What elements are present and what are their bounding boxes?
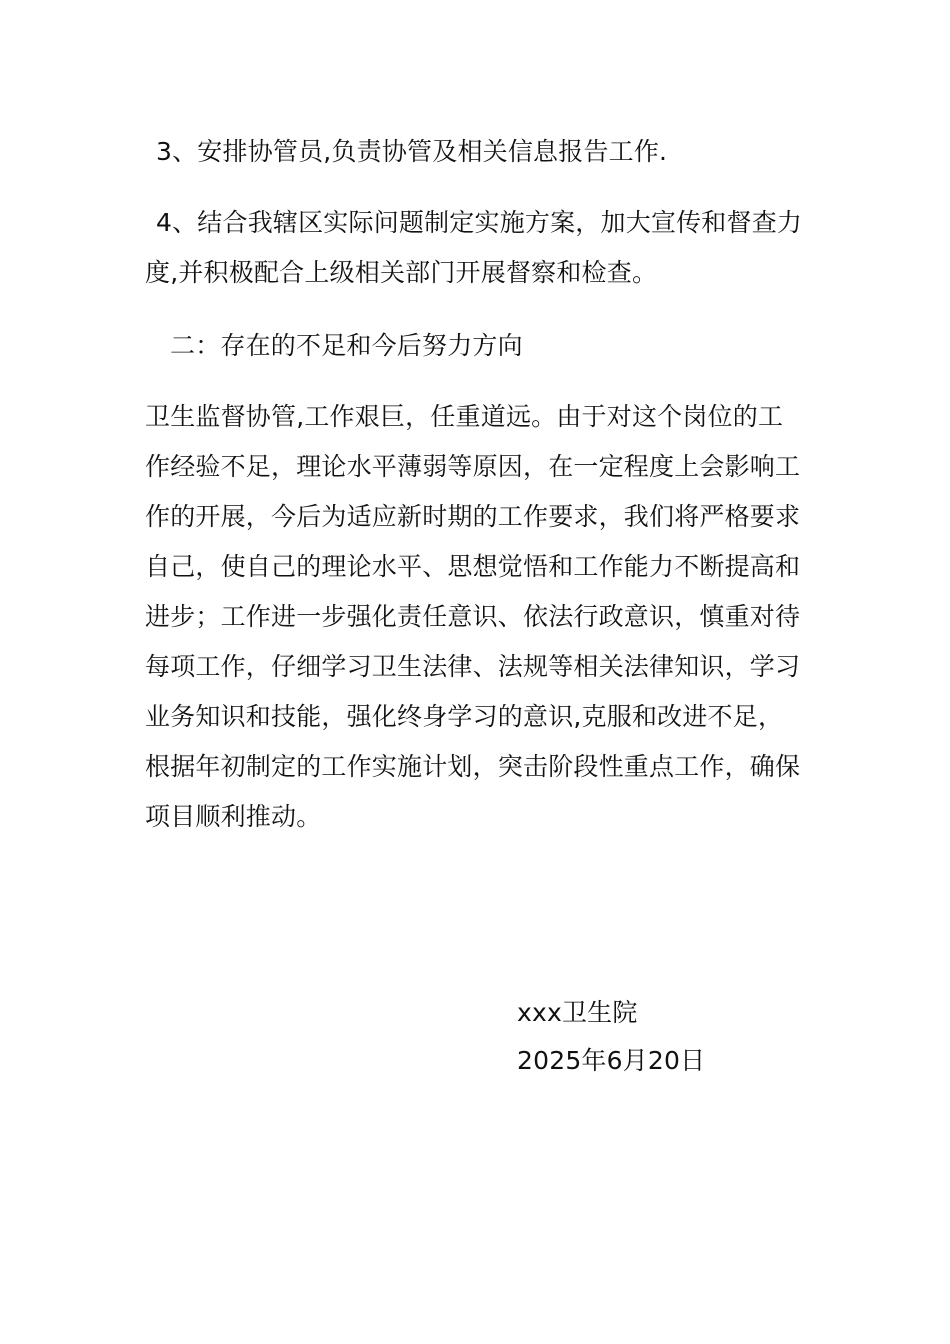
section-heading: 二：存在的不足和今后努力方向	[170, 331, 523, 360]
list-item-3: 3、安排协管员,负责协管及相关信息报告工作.	[156, 137, 668, 166]
signature-date: 2025年6月20日	[517, 1046, 706, 1075]
signature-organization: xxx卫生院	[517, 998, 638, 1027]
list-item-4: 4、结合我辖区实际问题制定实施方案，加大宣传和督查力度,并积极配合上级相关部门开展督察和检查。	[145, 208, 803, 287]
section-body-paragraph: 卫生监督协管,工作艰巨，任重道远。由于对这个岗位的工作经验不足，理论水平薄弱等原因，在一定程度上会影响工作的开展，今后为适应新时期的工作要求，我们将严格要求自己，使自己的理论水平、思想觉悟和工作能力不断提高和进步；工作进一步强化责任意识、依法行政意识，慎重对待每项工作，仔细学习卫生法律、法规等相关法律知识，学习业务知识和技能，强化终身学习的意识,克服和改进不足，根据年初制定的工作实施计划，突击阶段性重点工作，确保项目顺利推动。	[145, 402, 801, 831]
